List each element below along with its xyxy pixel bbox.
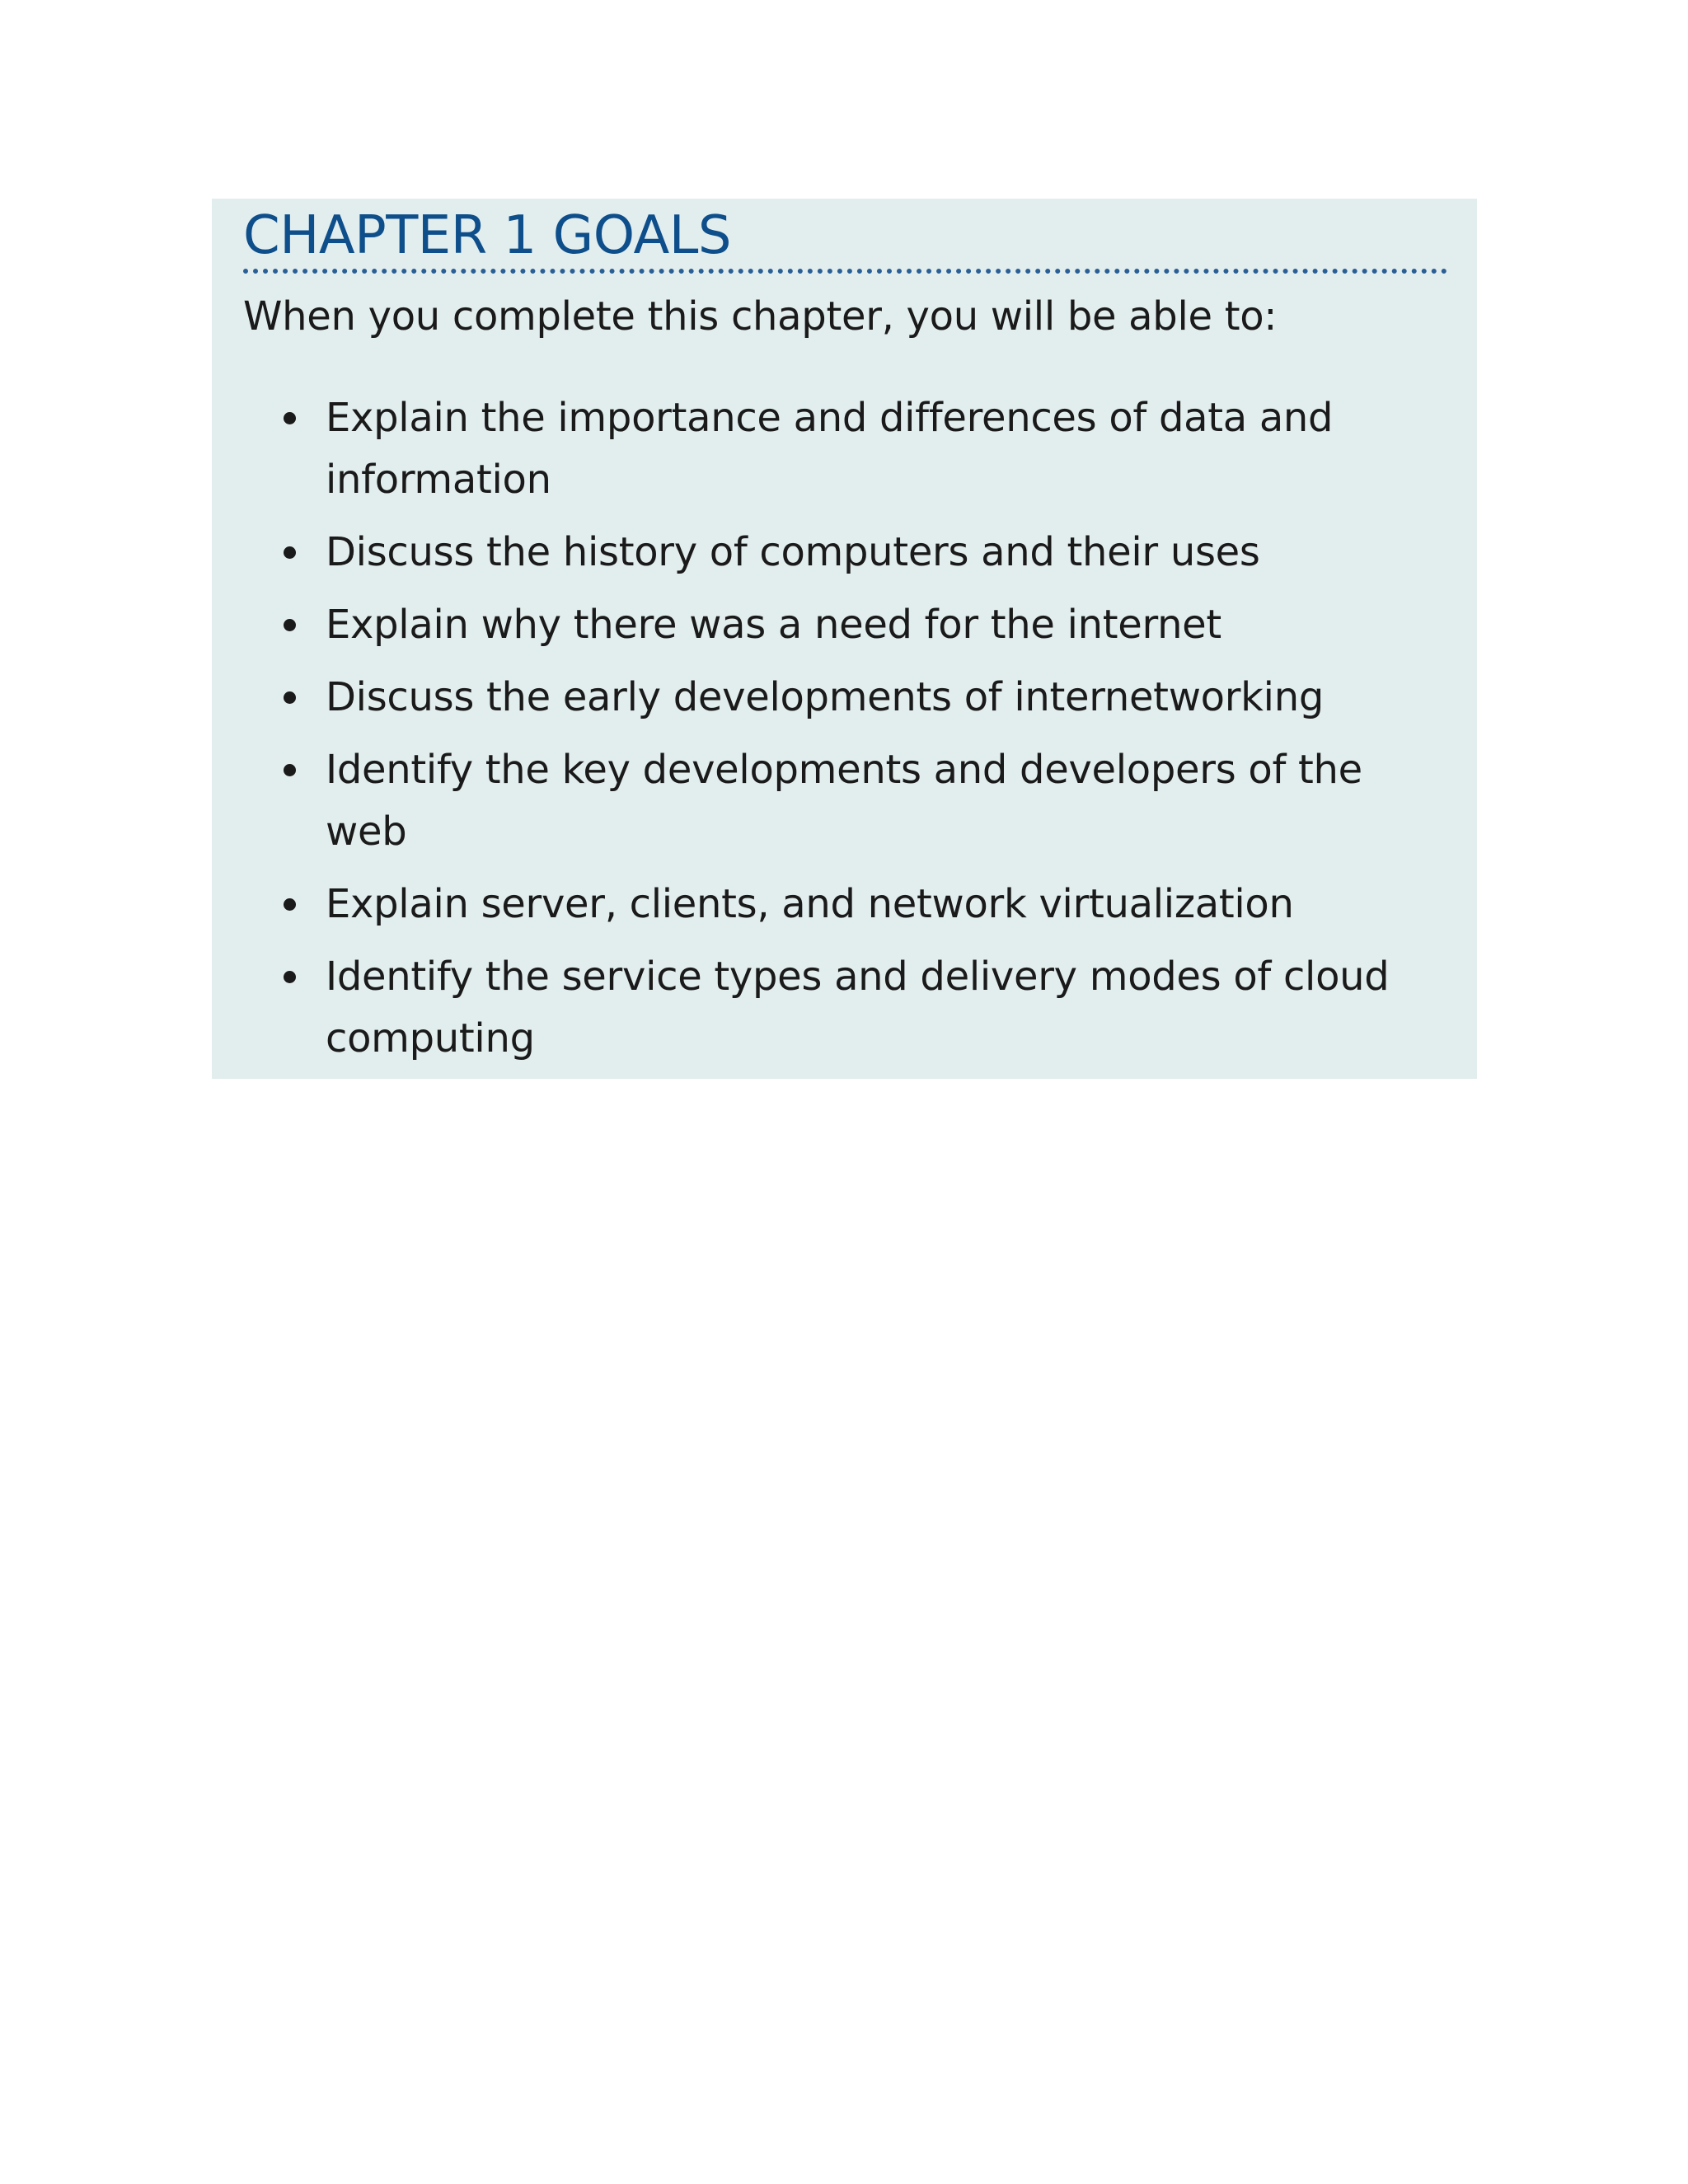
goal-text: Discuss the history of computers and their uses: [326, 529, 1260, 575]
goal-text: Identify the service types and delivery modes of cloud computing: [326, 954, 1390, 1062]
bullet-icon: [284, 691, 296, 704]
goal-text: Explain server, clients, and network virtualization: [326, 881, 1294, 927]
goal-item: [243, 946, 1447, 1070]
bullet-icon: [284, 898, 296, 911]
chapter-goals-heading: CHAPTER 1 GOALS: [243, 205, 731, 266]
goal-text: Discuss the early developments of internetworking: [326, 674, 1324, 720]
goal-item: [243, 739, 1447, 863]
goal-item: [243, 667, 1447, 729]
bullet-icon: [284, 412, 296, 424]
goal-item: [243, 387, 1447, 511]
bullet-icon: [284, 619, 296, 631]
bullet-icon: [284, 971, 296, 983]
bullet-icon: [284, 546, 296, 559]
goal-text: Explain why there was a need for the internet: [326, 602, 1221, 648]
chapter-goals-box: [212, 199, 1477, 1079]
goals-list: [243, 387, 1447, 1070]
goal-item: [243, 874, 1447, 935]
goal-item: [243, 594, 1447, 656]
goal-text: Explain the importance and differences of data and information: [326, 395, 1334, 503]
dotted-divider: [243, 269, 1447, 274]
bullet-icon: [284, 764, 296, 776]
goal-text: Identify the key developments and developers of the web: [326, 747, 1362, 855]
goals-intro-text: When you complete this chapter, you will be able to:: [243, 293, 1278, 340]
goal-item: [243, 522, 1447, 583]
